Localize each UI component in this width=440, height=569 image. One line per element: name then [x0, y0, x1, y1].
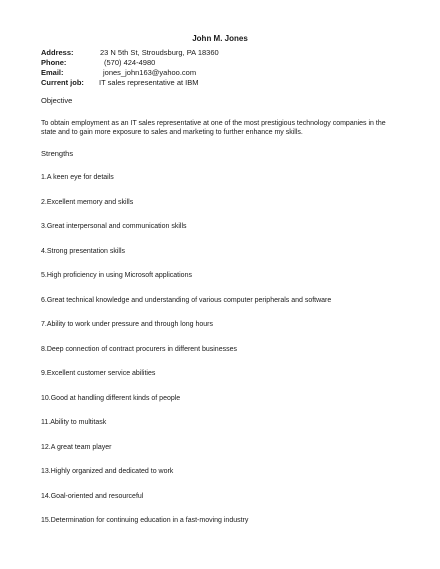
objective-text: To obtain employment as an IT sales representative at one of the most prestigious technology companies in the state and to gain more exposure to sales and marketing to further enhance my skills.: [41, 120, 386, 136]
phone-label: Phone:: [41, 58, 67, 67]
strength-item: 9.Excellent customer service abilities: [41, 370, 156, 377]
strengths-heading: Strengths: [41, 149, 74, 158]
address-row: [41, 48, 401, 58]
contact-block: [41, 48, 401, 88]
strength-item: 3.Great interpersonal and communication skills: [41, 223, 187, 230]
email-row: [41, 68, 401, 78]
objective-heading: Objective: [41, 96, 73, 105]
strength-item: 7.Ability to work under pressure and through long hours: [41, 321, 213, 328]
strength-item: 13.Highly organized and dedicated to work: [41, 468, 174, 475]
strength-item: 2.Excellent memory and skills: [41, 198, 134, 206]
strength-item: 14.Goal-oriented and resourceful: [41, 492, 144, 500]
strength-item: 10.Good at handling different kinds of people: [41, 394, 181, 402]
address-label: Address:: [41, 48, 74, 57]
address-value: 23 N 5th St, Stroudsburg, PA 18360: [100, 48, 219, 57]
phone-row: [41, 58, 401, 68]
strength-item: 4.Strong presentation skills: [41, 247, 126, 255]
current-job-value: IT sales representative at IBM: [99, 78, 199, 87]
strength-item: 15.Determination for continuing education in a fast-moving industry: [41, 517, 249, 524]
email-value: jones_john163@yahoo.com: [103, 68, 197, 77]
strength-item: 5.High proficiency in using Microsoft applications: [41, 272, 192, 279]
strengths-list: [41, 173, 401, 541]
strength-item: 11.Ability to multitask: [41, 419, 107, 426]
strength-item: 12.A great team player: [41, 443, 112, 451]
email-label: Email:: [41, 68, 64, 77]
strength-item: 8.Deep connection of contract procurers in different businesses: [41, 345, 237, 353]
current-job-label: Current job:: [41, 78, 84, 87]
current-job-row: [41, 78, 401, 88]
resume-name: John M. Jones: [192, 34, 248, 43]
strength-item: 1.A keen eye for details: [41, 174, 114, 181]
strength-item: 6.Great technical knowledge and understanding of various computer peripherals and software: [41, 296, 332, 304]
phone-value: (570) 424-4980: [104, 58, 156, 67]
